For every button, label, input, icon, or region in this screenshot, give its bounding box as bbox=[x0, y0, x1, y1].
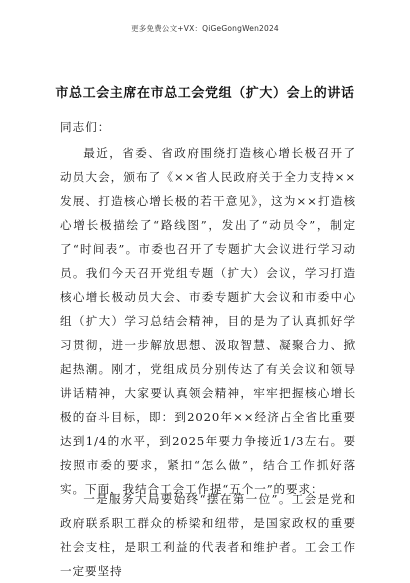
document-title: 市总工会主席在市总工会党组（扩大）会上的讲话 bbox=[55, 86, 355, 101]
body-paragraph: 一是服务大局要始终“摆在第一位”。工会是党和政府联系职工群众的桥梁和纽带，是国家政权的重要社会支柱，是职工利益的代表者和维护者。工会工作一定要坚持 bbox=[60, 492, 356, 578]
header-note: 更多免费公文+VX：QiGeGongWen2024 bbox=[131, 24, 279, 33]
salutation: 同志们： bbox=[60, 120, 111, 134]
body-paragraph: 最近，省委、省政府围绕打造核心增长极召开了动员大会，颁布了《××省人民政府关于全力支持××发展、打造核心增长极的若干意见》，这为××打造核心增长极描绘了“路线图”，发出了“动员令”，制定了“时间表”。市委也召开了专题扩大会议进行学习动员。我们今天召开党组专题（扩大）会议，学习打造核心增长极动员大会、市委专题扩大会议和市委中心组（扩大）学习总结会精神，目的是为了认真抓好学习贯彻，进一步解放思想、汲取智慧、凝聚合力、掀起热潮。刚才，党组成员分别传达了有关会议和领导讲话精神，大家要认真领会精神，牢牢把握核心增长极的奋斗目标，即：到2020年××经济占全省比重要达到1/4的水平，到2025年要力争接近1/3左右。要按照市委的要求，紧扣“怎么做”，结合工作抓好落实。下面，我结合工会工作提“五个一”的要求： bbox=[60, 146, 356, 496]
